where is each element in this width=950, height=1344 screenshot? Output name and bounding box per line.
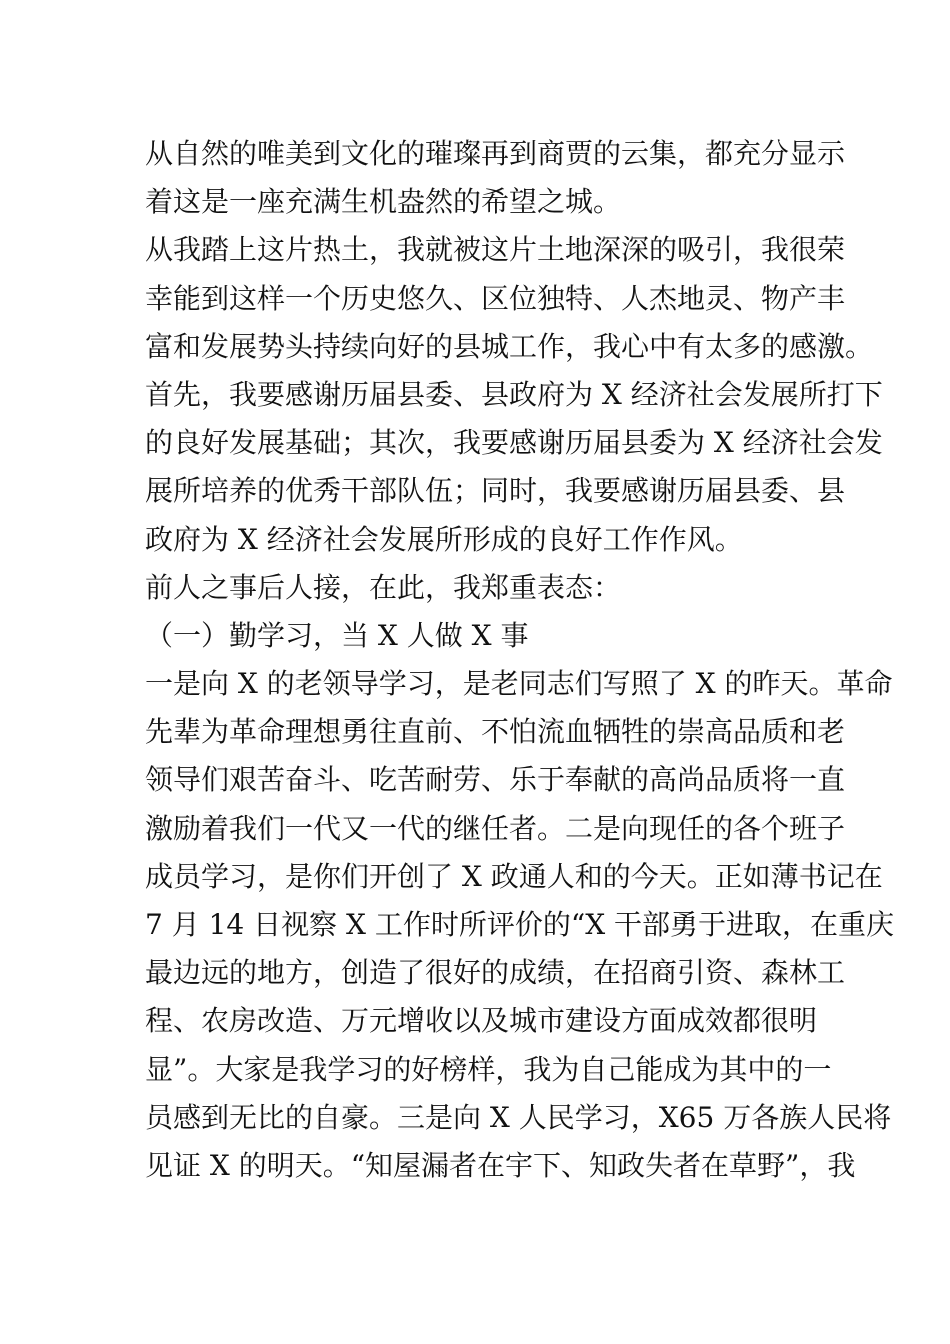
text-line: 成员学习，是你们开创了 X 政通人和的今天。正如薄书记在 (145, 859, 883, 893)
text-line: 从我踏上这片热土，我就被这片土地深深的吸引，我很荣 (145, 233, 846, 267)
text-line: 幸能到这样一个历史悠久、区位独特、人杰地灵、物产丰 (145, 281, 846, 315)
text-line: 7 月 14 日视察 X 工作时所评价的“X 干部勇于进取，在重庆 (145, 908, 895, 941)
text-line: 从自然的唯美到文化的璀璨再到商贾的云集，都充分显示 (145, 137, 846, 170)
text-line: （一）勤学习，当 X 人做 X 事 (145, 618, 529, 652)
text-line: 显”。大家是我学习的好榜样，我为自己能成为其中的一 (145, 1052, 832, 1086)
text-line: 富和发展势头持续向好的县城工作，我心中有太多的感激。 (145, 329, 874, 363)
text-line: 见证 X 的明天。“知屋漏者在宇下、知政失者在草野”，我 (145, 1148, 856, 1182)
text-line: 一是向 X 的老领导学习，是老同志们写照了 X 的昨天。革命 (145, 667, 893, 701)
text-line: 展所培养的优秀干部队伍；同时，我要感谢历届县委、县 (145, 474, 846, 508)
text-line: 政府为 X 经济社会发展所形成的良好工作作风。 (145, 522, 743, 556)
text-line: 最边远的地方，创造了很好的成绩，在招商引资、森林工 (145, 956, 846, 990)
text-line: 首先，我要感谢历届县委、县政府为 X 经济社会发展所打下 (145, 377, 883, 411)
text-line: 员感到无比的自豪。三是向 X 人民学习，X65 万各族人民将 (145, 1100, 892, 1134)
text-line: 先辈为革命理想勇往直前、不怕流血牺牲的崇高品质和老 (145, 715, 846, 749)
text-line: 程、农房改造、万元增收以及城市建设方面成效都很明 (145, 1004, 818, 1038)
text-line: 的良好发展基础；其次，我要感谢历届县委为 X 经济社会发 (145, 426, 883, 460)
text-line: 前人之事后人接，在此，我郑重表态： (145, 570, 622, 604)
text-line: 领导们艰苦奋斗、吃苦耐劳、乐于奉献的高尚品质将一直 (145, 763, 846, 797)
document-body (145, 130, 895, 1190)
text-line: 着这是一座充满生机盎然的希望之城。 (145, 185, 622, 219)
text-line: 激励着我们一代又一代的继任者。二是向现任的各个班子 (145, 811, 846, 845)
